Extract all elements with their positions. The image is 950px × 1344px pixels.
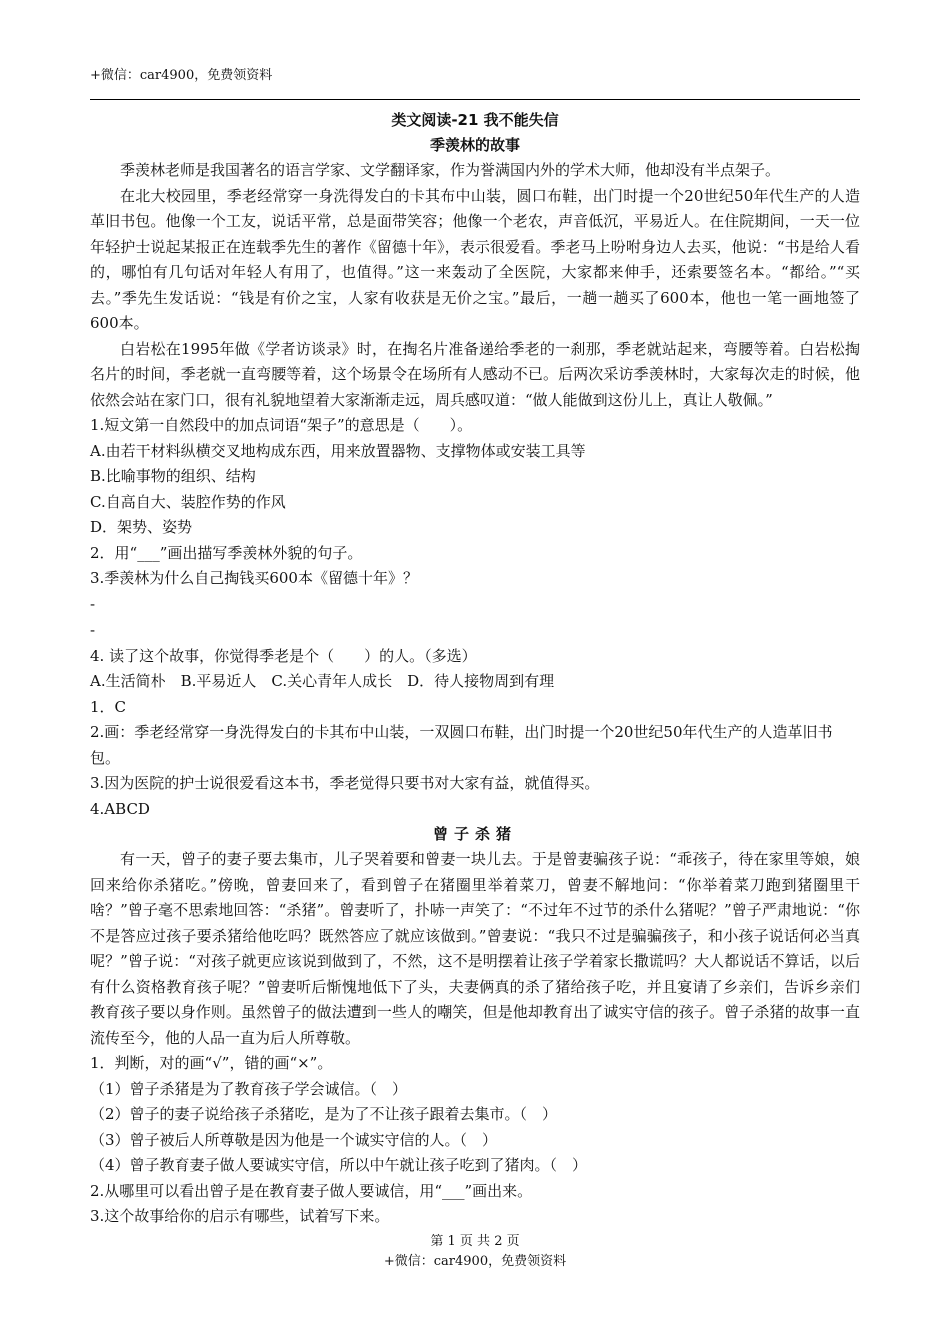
story-paragraph: 在北大校园里，季老经常穿一身洗得发白的卡其布中山装，圆口布鞋，出门时提一个20世纪50年代生产的人造革旧书包。他像一个工友，说话平常，总是面带笑容；他像一个老农，声音低沉，平易近人。在住院期间，一天一位年轻护士说起某报正在连载季先生的著作《留德十年》，表示很爱看。季老马上吩咐身边人去买，他说：“书是给人看的，哪怕有几句话对年轻人有用了，也值得。”这一来轰动了全医院，大家都来伸手，还索要签名本。“都给。”“买去。”季先生发话说：“钱是有价之宝，人家有收获是无价之宝。”最后，一趟一趟买了600本，他也一笔一画地签了600本。 [90, 186, 860, 332]
answer-item: 3.因为医院的护士说很爱看这本书，季老觉得只要书对大家有益，就值得买。 [90, 774, 600, 792]
question-item: 1.短文第一自然段中的加点词语“架子”的意思是（ ）。 [90, 416, 473, 434]
main-title: 类文阅读-21 我不能失信 [391, 111, 559, 129]
question-item: 1．判断，对的画“√”，错的画“×”。 [90, 1054, 333, 1072]
question-item: 2.从哪里可以看出曾子是在教育妻子做人要诚信，用“___”画出来。 [90, 1181, 533, 1200]
story-paragraph: 白岩松在1995年做《学者访谈录》时，在掏名片准备递给季老的一刹那，季老就站起来，弯腰等着。白岩松掏名片的时间，季老就一直弯腰等着，这个场景令在场所有人感动不已。后两次采访季羡林时，大家每次走的时候，他依然会站在家门口，很有礼貌地望着大家渐渐走远，周兵感叹道：“做人能做到这份儿上，真让人敬佩。” [90, 339, 860, 409]
question-item: 3.这个故事给你的启示有哪些，试着写下来。 [90, 1207, 390, 1225]
story-title-2: 曾子杀猪 [432, 825, 517, 843]
option-item: A.由若干材料纵横交叉地构成东西，用来放置器物、支撑物体或安装工具等 [90, 441, 586, 460]
answer-blank-line: - [90, 620, 96, 639]
question-item: 4. 读了这个故事，你觉得季老是个（ ）的人。（多选） [90, 646, 477, 665]
option-item: A.生活简朴 B.平易近人 C.关心青年人成长 D．待人接物周到有理 [90, 672, 555, 690]
footer-note: +微信：car4900，免费领资料 [383, 1254, 567, 1269]
option-item: C.自高自大、装腔作势的作风 [90, 492, 286, 511]
page-number: 第 1 页 共 2 页 [430, 1234, 520, 1249]
judgement-item: （2）曾子的妻子说给孩子杀猪吃，是为了不让孩子跟着去集市。（ ） [90, 1105, 558, 1123]
story-paragraph: 有一天，曾子的妻子要去集市，儿子哭着要和曾妻一块儿去。于是曾妻骗孩子说：“乖孩子，待在家里等娘，娘回来给你杀猪吃。”傍晚，曾妻回来了，看到曾子在猪圈里举着菜刀，曾妻不解地问：“你举着菜刀跑到猪圈里干啥？”曾子毫不思索地回答：“杀猪”。曾妻听了，扑哧一声笑了：“不过年不过节的杀什么猪呢？”曾子严肃地说：“你不是答应过孩子要杀猪给他吃吗？既然答应了就应该做到。”曾妻说：“我只不过是骗骗孩子，和小孩子说话何必当真呢？”曾子说：“对孩子就更应该说到做到了，不然，这不是明摆着让孩子学着家长撒谎吗？大人都说话不算话，以后有什么资格教育孩子呢？”曾妻听后惭愧地低下了头，夫妻俩真的杀了猪给孩子吃，并且宴请了乡亲们，告诉乡亲们教育孩子要以身作则。虽然曾子的做法遭到一些人的嘲笑，但是他却教育出了诚实守信的孩子。曾子杀猪的故事一直流传至今，他的人品一直为后人所尊敬。 [90, 850, 860, 1047]
question-item: 2．用“___”画出描写季羡林外貌的句子。 [90, 543, 363, 562]
header-note: +微信：car4900，免费领资料 [90, 68, 273, 83]
header-divider [90, 99, 860, 100]
story-paragraph: 季羡林老师是我国著名的语言学家、文学翻译家，作为誉满国内外的学术大师，他却没有半点架子。 [120, 161, 781, 179]
option-item: B.比喻事物的组织、结构 [90, 467, 256, 485]
answer-item: 4.ABCD [90, 799, 150, 818]
judgement-item: （1）曾子杀猪是为了教育孩子学会诚信。（ ） [90, 1079, 408, 1098]
judgement-item: （3）曾子被后人所尊敬是因为他是一个诚实守信的人。（ ） [90, 1130, 498, 1149]
judgement-item: （4）曾子教育妻子做人要诚实守信，所以中午就让孩子吃到了猪肉。（ ） [90, 1156, 588, 1174]
answer-item: 2.画：季老经常穿一身洗得发白的卡其布中山装，一双圆口布鞋，出门时提一个20世纪50年代生产的人造革旧书包。 [90, 723, 833, 767]
question-item: 3.季羡林为什么自己掏钱买600本《留德十年》？ [90, 569, 418, 587]
story-title: 季羡林的故事 [429, 136, 520, 154]
answer-blank-line: - [90, 594, 96, 613]
option-item: D．架势、姿势 [90, 518, 193, 536]
document-body [90, 108, 860, 1230]
answer-item: 1．C [90, 697, 127, 716]
